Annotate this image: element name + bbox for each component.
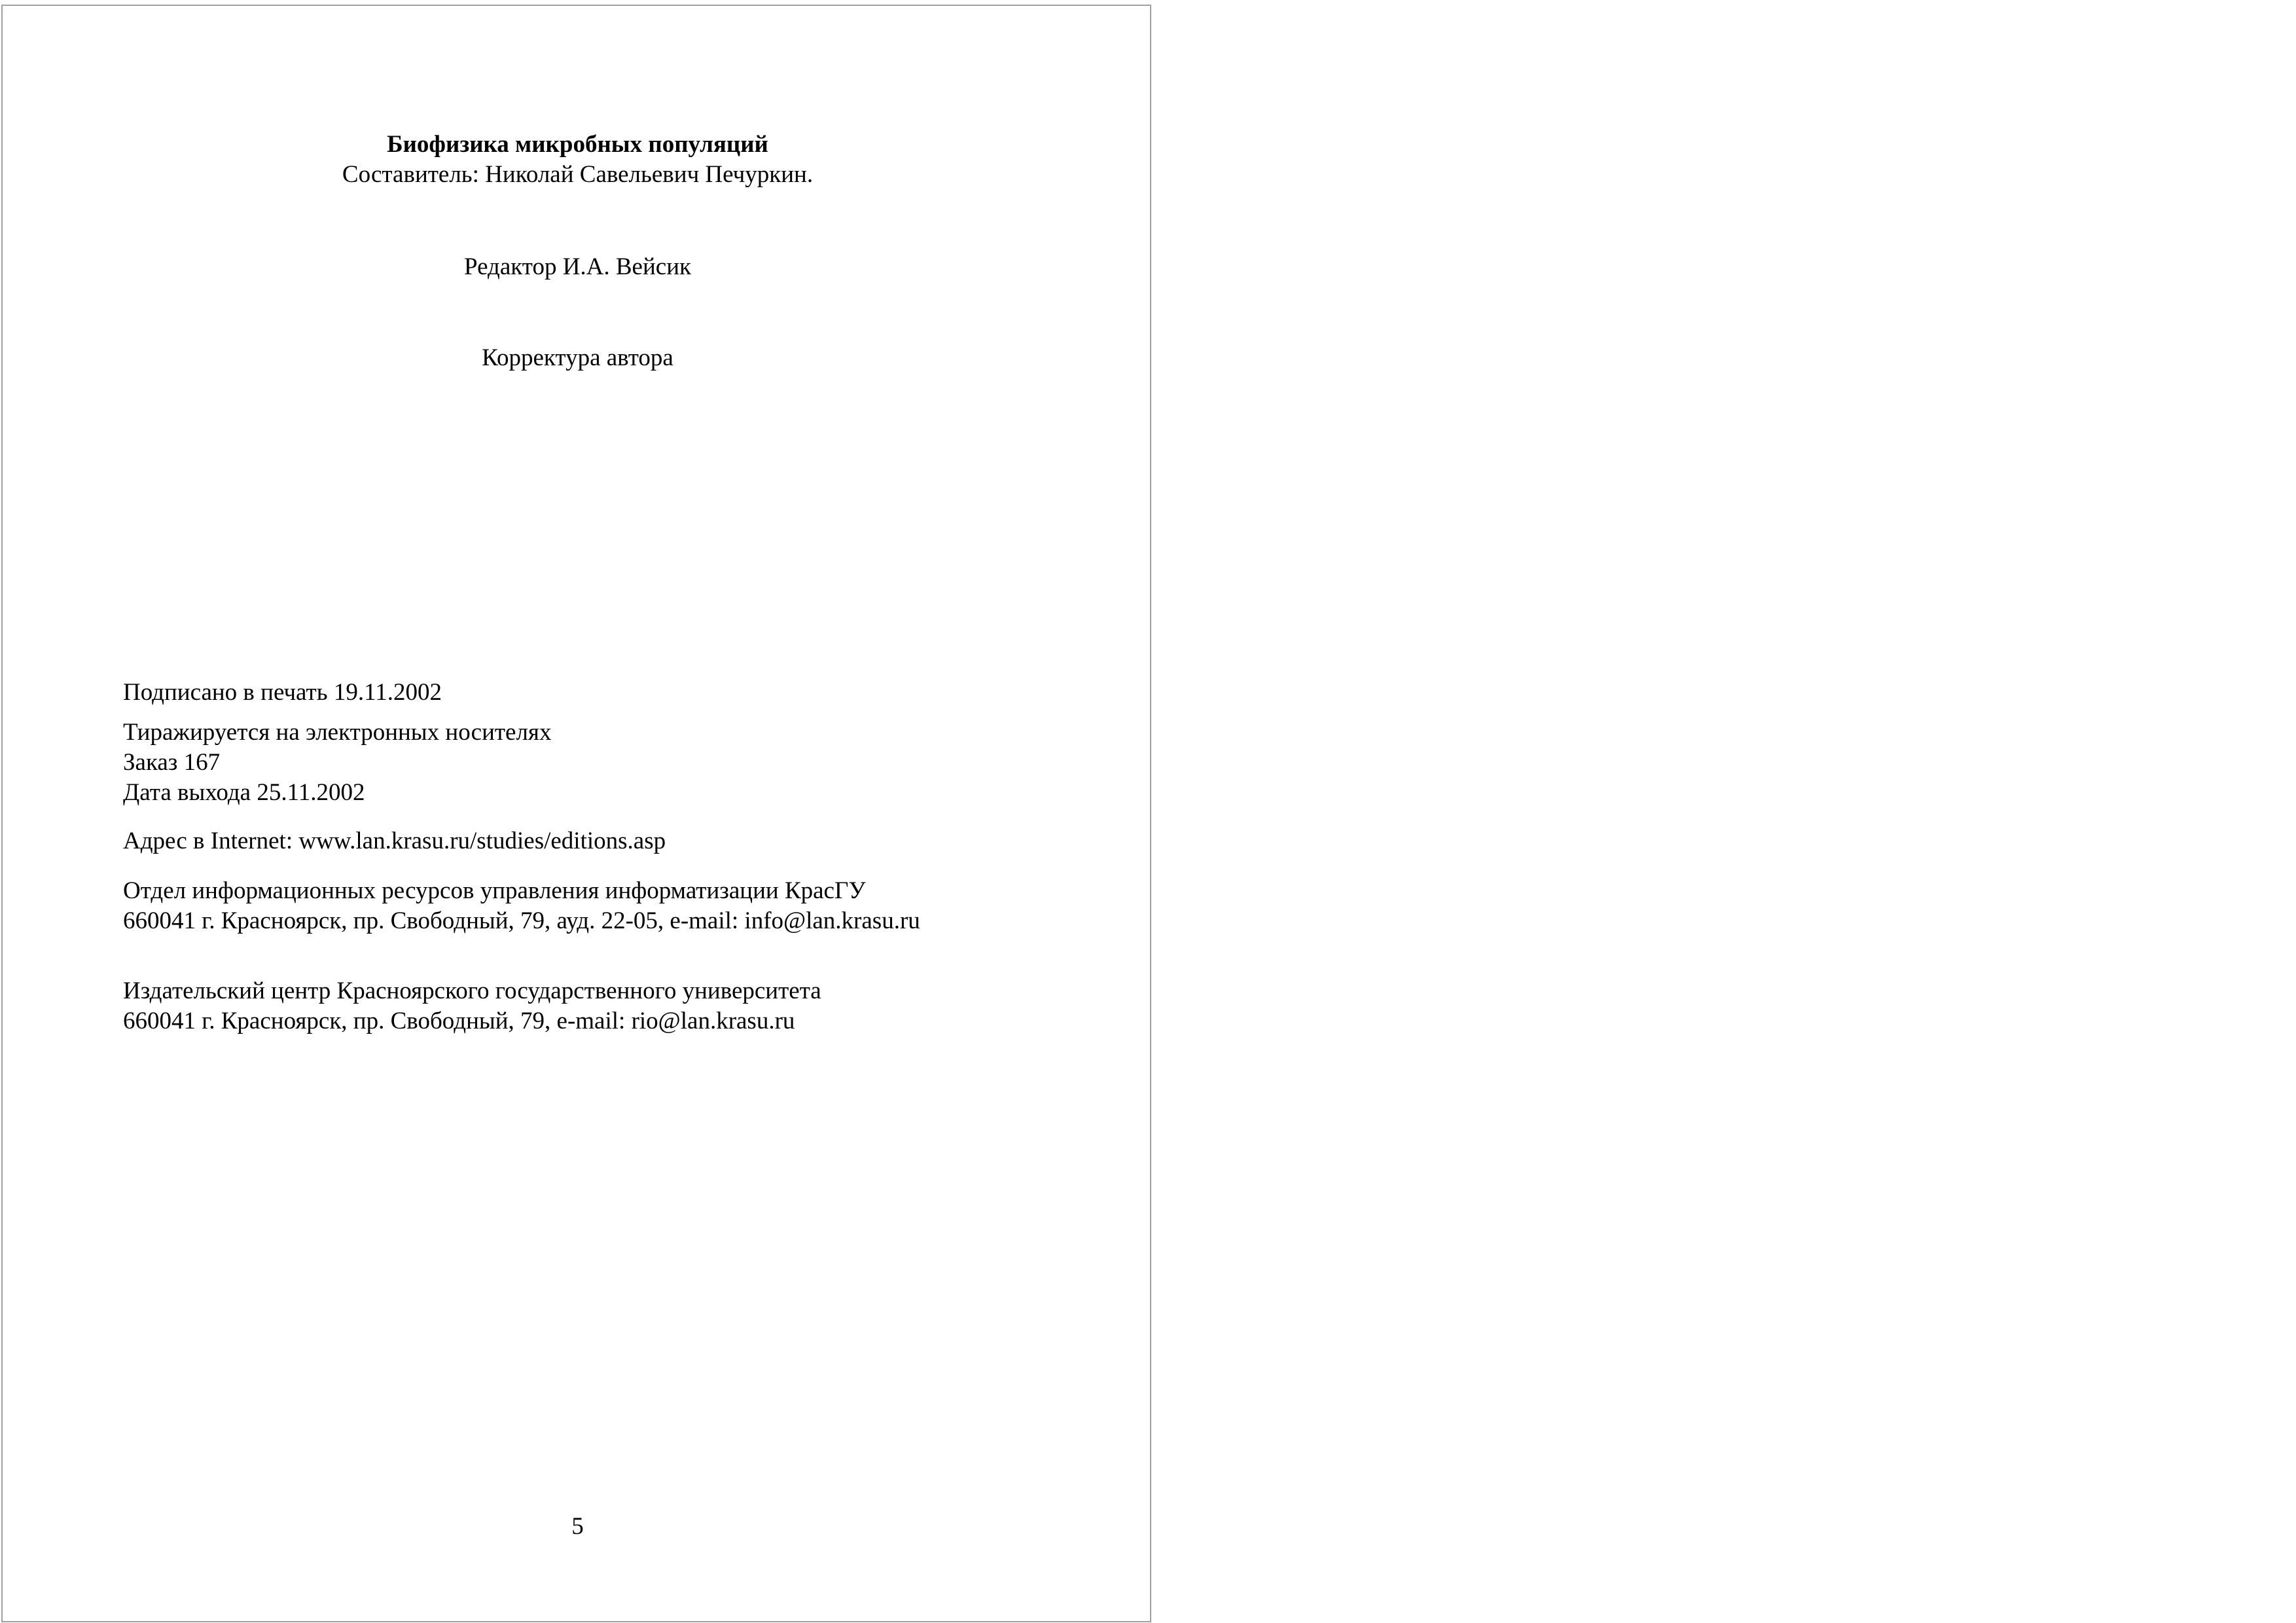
dept-address-line: 660041 г. Красноярск, пр. Свободный, 79, ауд. 22-05, e-mail: info@lan.krasu.ru (123, 907, 920, 934)
media-line: Тиражируется на электронных носителях (123, 719, 552, 746)
compiler-line: Составитель: Николай Савельевич Печуркин. (342, 161, 814, 188)
release-line: Дата выхода 25.11.2002 (123, 779, 365, 806)
dept-name-line: Отдел информационных ресурсов управления информатизации КрасГУ (123, 877, 866, 904)
editor-line: Редактор И.А. Вейсик (464, 253, 691, 280)
document-title: Биофизика микробных популяций (387, 131, 768, 158)
page-number: 5 (571, 1513, 584, 1540)
proofreading-line: Корректура автора (482, 344, 673, 371)
publisher-name-line: Издательский центр Красноярского государственного университета (123, 977, 821, 1004)
signed-line: Подписано в печать 19.11.2002 (123, 679, 442, 706)
order-line: Заказ 167 (123, 749, 221, 776)
document-page (1, 5, 1151, 1622)
publisher-address-line: 660041 г. Красноярск, пр. Свободный, 79, e-mail: rio@lan.krasu.ru (123, 1008, 795, 1034)
internet-line: Адрес в Internet: www.lan.krasu.ru/studies/editions.asp (123, 828, 666, 854)
